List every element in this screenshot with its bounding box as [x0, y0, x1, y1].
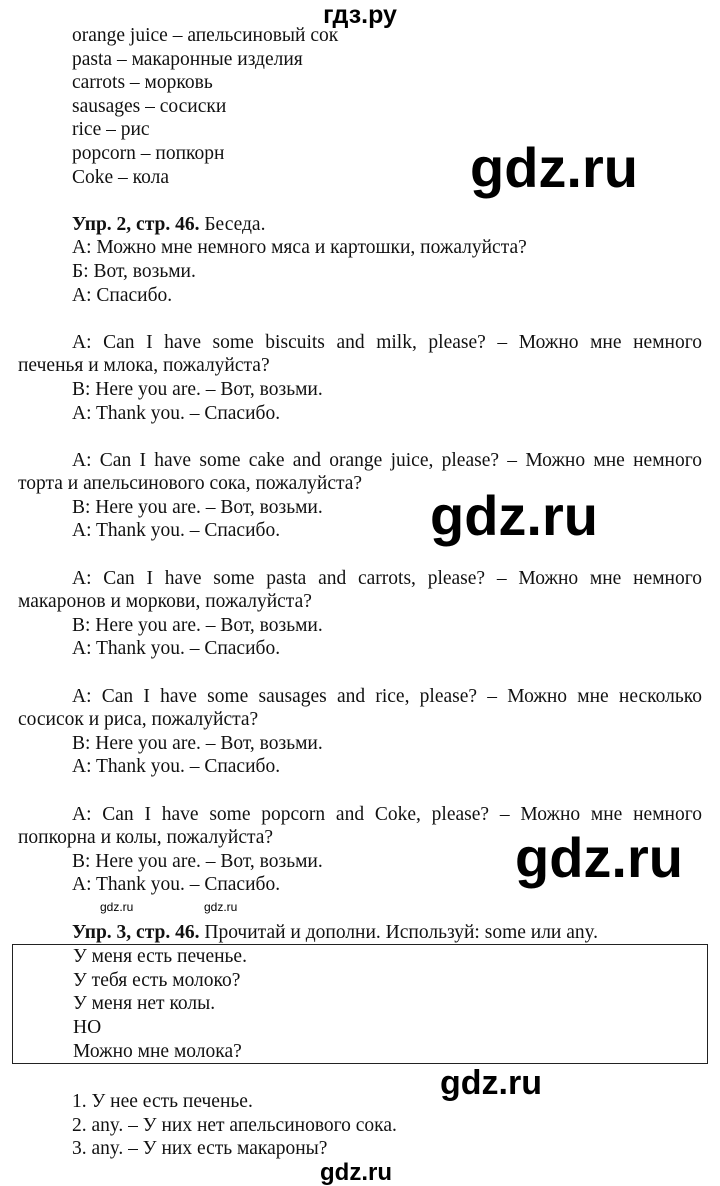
watermark: gdz.ru: [470, 136, 638, 199]
box-line: У меня нет колы.: [73, 993, 216, 1015]
text-line: pasta – макаронные изделия: [72, 48, 303, 70]
text-line: A: Can I have some popcorn and Coke, please? – Можно мне немного: [72, 803, 702, 825]
text-line: A: Can I have some cake and orange juice, please? – Можно мне немного: [72, 449, 702, 471]
text-line: carrots – морковь: [72, 72, 213, 94]
text-line: B: Here you are. – Вот, возьми.: [72, 850, 323, 872]
text-line: попкорна и колы, пожалуйста?: [18, 827, 274, 849]
exercise-box: [12, 944, 708, 1064]
exercise-number: Упр. 3, стр. 46.: [72, 921, 200, 943]
watermark-small: gdz.ru: [204, 900, 238, 914]
text-line: A: Can I have some biscuits and milk, please? – Можно мне немного: [72, 331, 702, 353]
blank-line: [18, 779, 702, 803]
text-line: rice – рис: [72, 119, 150, 141]
text-line: B: Here you are. – Вот, возьми.: [72, 732, 323, 754]
spacer: [18, 1064, 702, 1090]
exercise-heading: [18, 921, 598, 945]
blank-line: [18, 307, 702, 331]
exercise-title: Прочитай и дополни. Используй: some или any.: [199, 921, 599, 943]
blank-line: [18, 425, 702, 449]
box-line: Можно мне молока?: [73, 1040, 242, 1062]
box-line: НО: [73, 1016, 102, 1038]
text-line: B: Here you are. – Вот, возьми.: [72, 496, 323, 518]
site-watermark-top: гдз.ру: [323, 1, 397, 29]
text-line: А: Можно мне немного мяса и картошки, пожалуйста?: [72, 237, 527, 259]
text-line: сосисок и риса, пожалуйста?: [18, 709, 259, 731]
text-line: торта и апельсинового сока, пожалуйста?: [18, 473, 363, 495]
text-line: A: Thank you. – Спасибо.: [72, 520, 281, 542]
blank-line: [18, 543, 702, 567]
watermark-small: gdz.ru: [100, 900, 134, 914]
blank-line: [18, 661, 702, 685]
text-line: Б: Вот, возьми.: [72, 260, 196, 282]
exercise-title: Беседа.: [199, 213, 266, 235]
text-line: макаронов и моркови, пожалуйста?: [18, 591, 312, 613]
answer-line: 1. У нее есть печенье.: [72, 1091, 253, 1113]
text-line: A: Thank you. – Спасибо.: [72, 638, 281, 660]
text-line: A: Thank you. – Спасибо.: [72, 756, 281, 778]
text-line: A: Thank you. – Спасибо.: [72, 874, 281, 896]
text-line: orange juice – апельсиновый сок: [72, 25, 339, 46]
exercise-heading: [18, 213, 265, 237]
answer-line: 2. any. – У них нет апельсинового сока.: [72, 1114, 397, 1136]
watermark: gdz.ru: [430, 484, 598, 547]
exercise-number: Упр. 2, стр. 46.: [72, 213, 200, 235]
text-line: A: Can I have some pasta and carrots, please? – Можно мне немного: [72, 567, 702, 589]
box-line: У тебя есть молоко?: [73, 969, 241, 991]
text-line: B: Here you are. – Вот, возьми.: [72, 614, 323, 636]
watermark: gdz.ru: [320, 1159, 392, 1186]
text-line: печенья и млока, пожалуйста?: [18, 355, 270, 377]
answer-line: 3. any. – У них есть макароны?: [72, 1138, 328, 1160]
text-line: sausages – сосиски: [72, 95, 227, 117]
text-line: popcorn – попкорн: [72, 142, 225, 164]
text-line: А: Спасибо.: [72, 284, 173, 306]
text-line: B: Here you are. – Вот, возьми.: [72, 378, 323, 400]
watermark: gdz.ru: [440, 1064, 542, 1102]
text-line: Coke – кола: [72, 166, 170, 188]
text-line: A: Thank you. – Спасибо.: [72, 402, 281, 424]
text-line: A: Can I have some sausages and rice, please? – Можно мне несколько: [72, 685, 702, 707]
watermark: gdz.ru: [515, 826, 683, 889]
box-line: У меня есть печенье.: [73, 946, 247, 968]
